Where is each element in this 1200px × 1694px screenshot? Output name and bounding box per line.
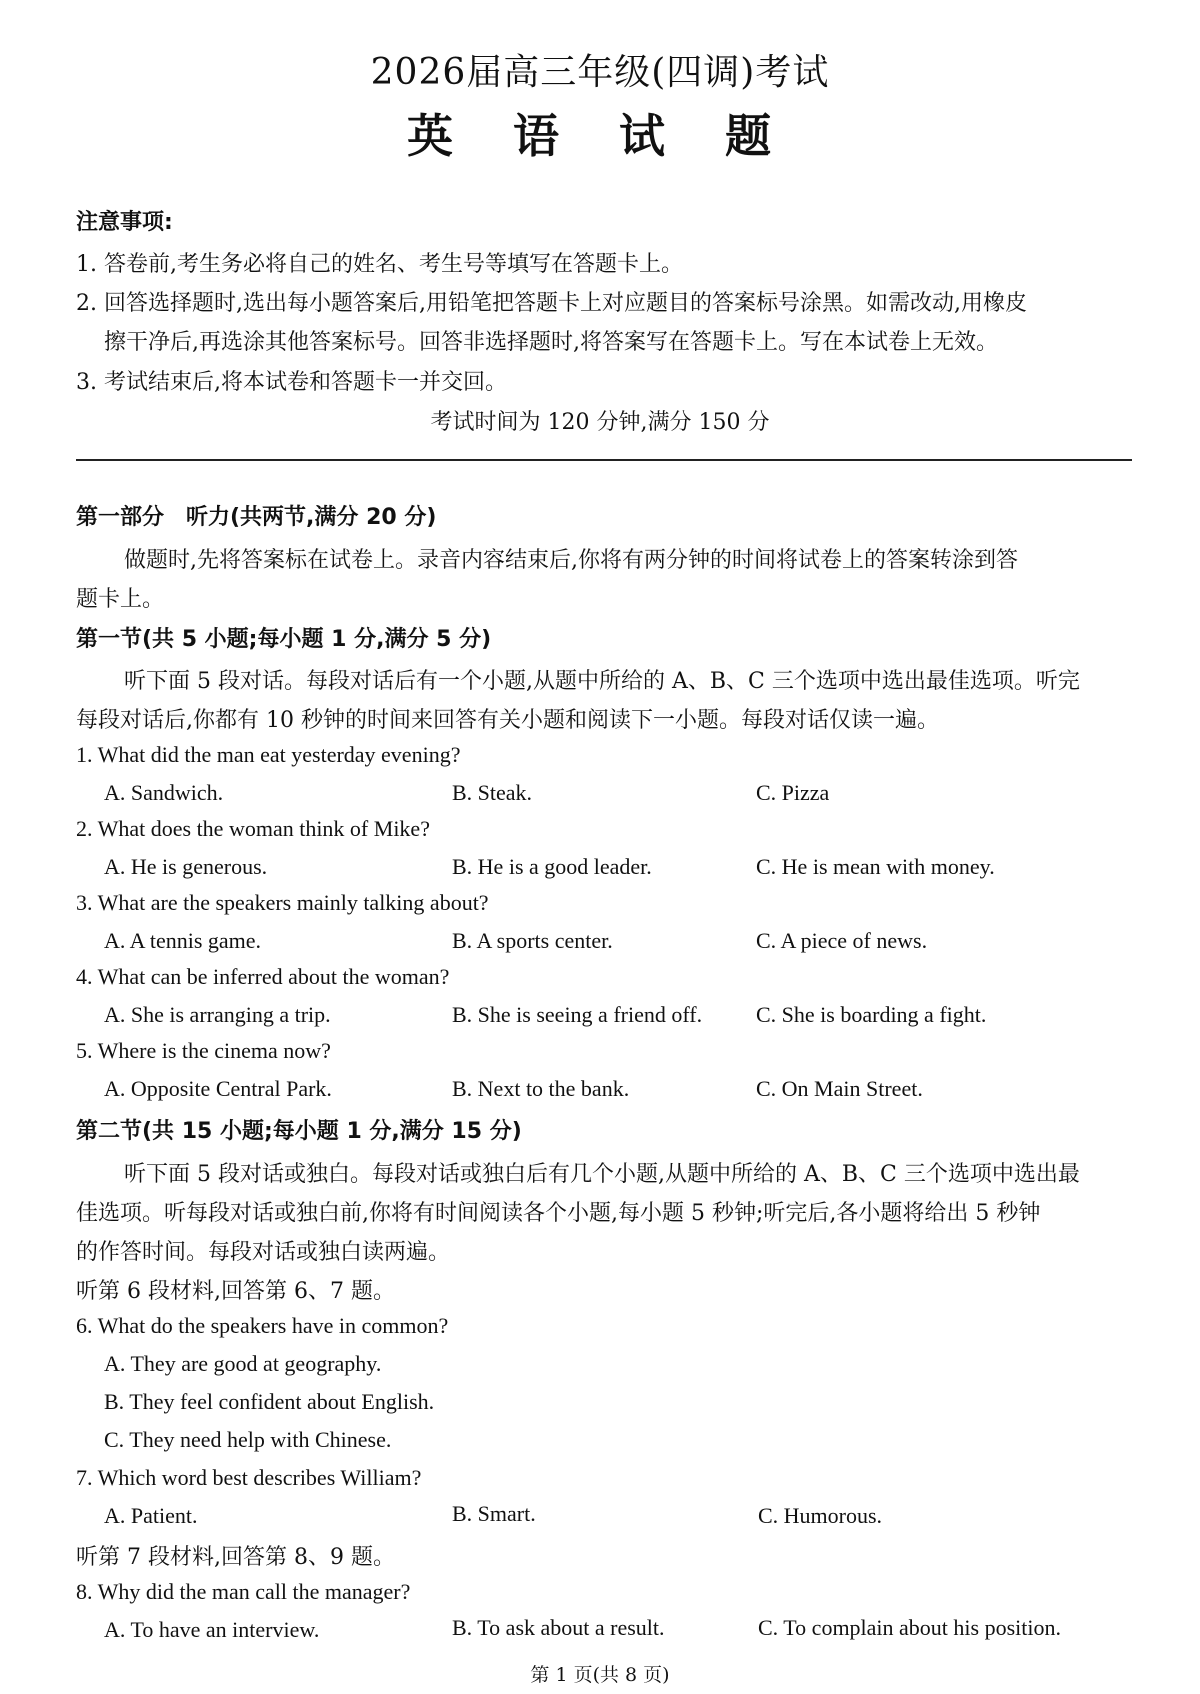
- page-number: 第 1 页(共 8 页): [530, 1664, 670, 1686]
- question-3-option-a: A. A tennis game.: [104, 928, 262, 953]
- question-8: 8. Why did the man call the manager?: [76, 1579, 411, 1604]
- question-8-option-a: A. To have an interview.: [104, 1617, 320, 1642]
- question-5-option-b: B. Next to the bank.: [452, 1076, 630, 1101]
- section2-intro-line-1: 听下面 5 段对话或独白。每段对话或独白后有几个小题,从题中所给的 A、B、C 三个选项中选出最: [124, 1162, 1080, 1187]
- question-1-option-b: B. Steak.: [452, 780, 533, 805]
- question-1-option-c: C. Pizza: [756, 780, 830, 805]
- notice-item-3: 3. 考试结束后,将本试卷和答题卡一并交回。: [76, 370, 507, 395]
- question-4-option-c: C. She is boarding a fight.: [756, 1002, 987, 1027]
- question-7: 7. Which word best describes William?: [76, 1465, 422, 1490]
- question-7-option-a: A. Patient.: [104, 1503, 198, 1528]
- question-6-option-c: C. They need help with Chinese.: [104, 1427, 392, 1452]
- section2-heading: 第二节(共 15 小题;每小题 1 分,满分 15 分): [76, 1119, 522, 1144]
- section1-intro-line-1: 听下面 5 段对话。每段对话后有一个小题,从题中所给的 A、B、C 三个选项中选出最佳选项。听完: [124, 669, 1080, 694]
- question-3-option-c: C. A piece of news.: [756, 928, 928, 953]
- section2-intro-line-2: 佳选项。听每段对话或独白前,你将有时间阅读各个小题,每小题 5 秒钟;听完后,各小题将给出 5 秒钟: [76, 1201, 1041, 1226]
- question-2-option-a: A. He is generous.: [104, 854, 268, 879]
- question-7-option-b: B. Smart.: [452, 1501, 536, 1526]
- section1-heading: 第一节(共 5 小题;每小题 1 分,满分 5 分): [76, 627, 492, 652]
- question-8-option-c: C. To complain about his position.: [758, 1615, 1061, 1640]
- exam-time: 考试时间为 120 分钟,满分 150 分: [430, 410, 770, 435]
- question-6-option-a: A. They are good at geography.: [104, 1351, 382, 1376]
- question-4-option-a: A. She is arranging a trip.: [104, 1002, 331, 1027]
- question-3-option-b: B. A sports center.: [452, 928, 613, 953]
- notice-item-1: 1. 答卷前,考生务必将自己的姓名、考生号等填写在答题卡上。: [76, 252, 683, 277]
- question-6: 6. What do the speakers have in common?: [76, 1313, 449, 1338]
- section1-intro-line-2: 每段对话后,你都有 10 秒钟的时间来回答有关小题和阅读下一小题。每段对话仅读一遍。: [76, 708, 939, 733]
- subject-title: 英 语 试 题: [406, 109, 794, 163]
- question-8-option-b: B. To ask about a result.: [452, 1615, 665, 1640]
- material-7-instruction: 听第 7 段材料,回答第 8、9 题。: [76, 1545, 395, 1570]
- notice-heading: 注意事项:: [76, 210, 173, 235]
- question-2-option-c: C. He is mean with money.: [756, 854, 995, 879]
- question-7-option-c: C. Humorous.: [758, 1503, 883, 1528]
- part1-intro-line-2: 题卡上。: [76, 587, 165, 612]
- divider-rule: [76, 459, 1132, 461]
- question-1: 1. What did the man eat yesterday evening?: [76, 742, 461, 767]
- question-5-option-a: A. Opposite Central Park.: [104, 1076, 332, 1101]
- section2-intro-line-3: 的作答时间。每段对话或独白读两遍。: [76, 1240, 451, 1265]
- question-5-option-c: C. On Main Street.: [756, 1076, 923, 1101]
- question-3: 3. What are the speakers mainly talking about?: [76, 890, 489, 915]
- question-2: 2. What does the woman think of Mike?: [76, 816, 430, 841]
- question-1-option-a: A. Sandwich.: [104, 780, 224, 805]
- notice-item-2-line-2: 擦干净后,再选涂其他答案标号。回答非选择题时,将答案写在答题卡上。写在本试卷上无效。: [104, 330, 998, 355]
- question-5: 5. Where is the cinema now?: [76, 1038, 331, 1063]
- question-6-option-b: B. They feel confident about English.: [104, 1389, 435, 1414]
- question-2-option-b: B. He is a good leader.: [452, 854, 652, 879]
- question-4-option-b: B. She is seeing a friend off.: [452, 1002, 703, 1027]
- part1-heading: 第一部分 听力(共两节,满分 20 分): [76, 505, 437, 530]
- material-6-instruction: 听第 6 段材料,回答第 6、7 题。: [76, 1279, 395, 1304]
- part1-intro-line-1: 做题时,先将答案标在试卷上。录音内容结束后,你将有两分钟的时间将试卷上的答案转涂到答: [124, 548, 1018, 573]
- notice-item-2-line-1: 2. 回答选择题时,选出每小题答案后,用铅笔把答题卡上对应题目的答案标号涂黑。如需改动,用橡皮: [76, 291, 1027, 316]
- question-4: 4. What can be inferred about the woman?: [76, 964, 450, 989]
- exam-title: 2026届高三年级(四调)考试: [370, 52, 830, 93]
